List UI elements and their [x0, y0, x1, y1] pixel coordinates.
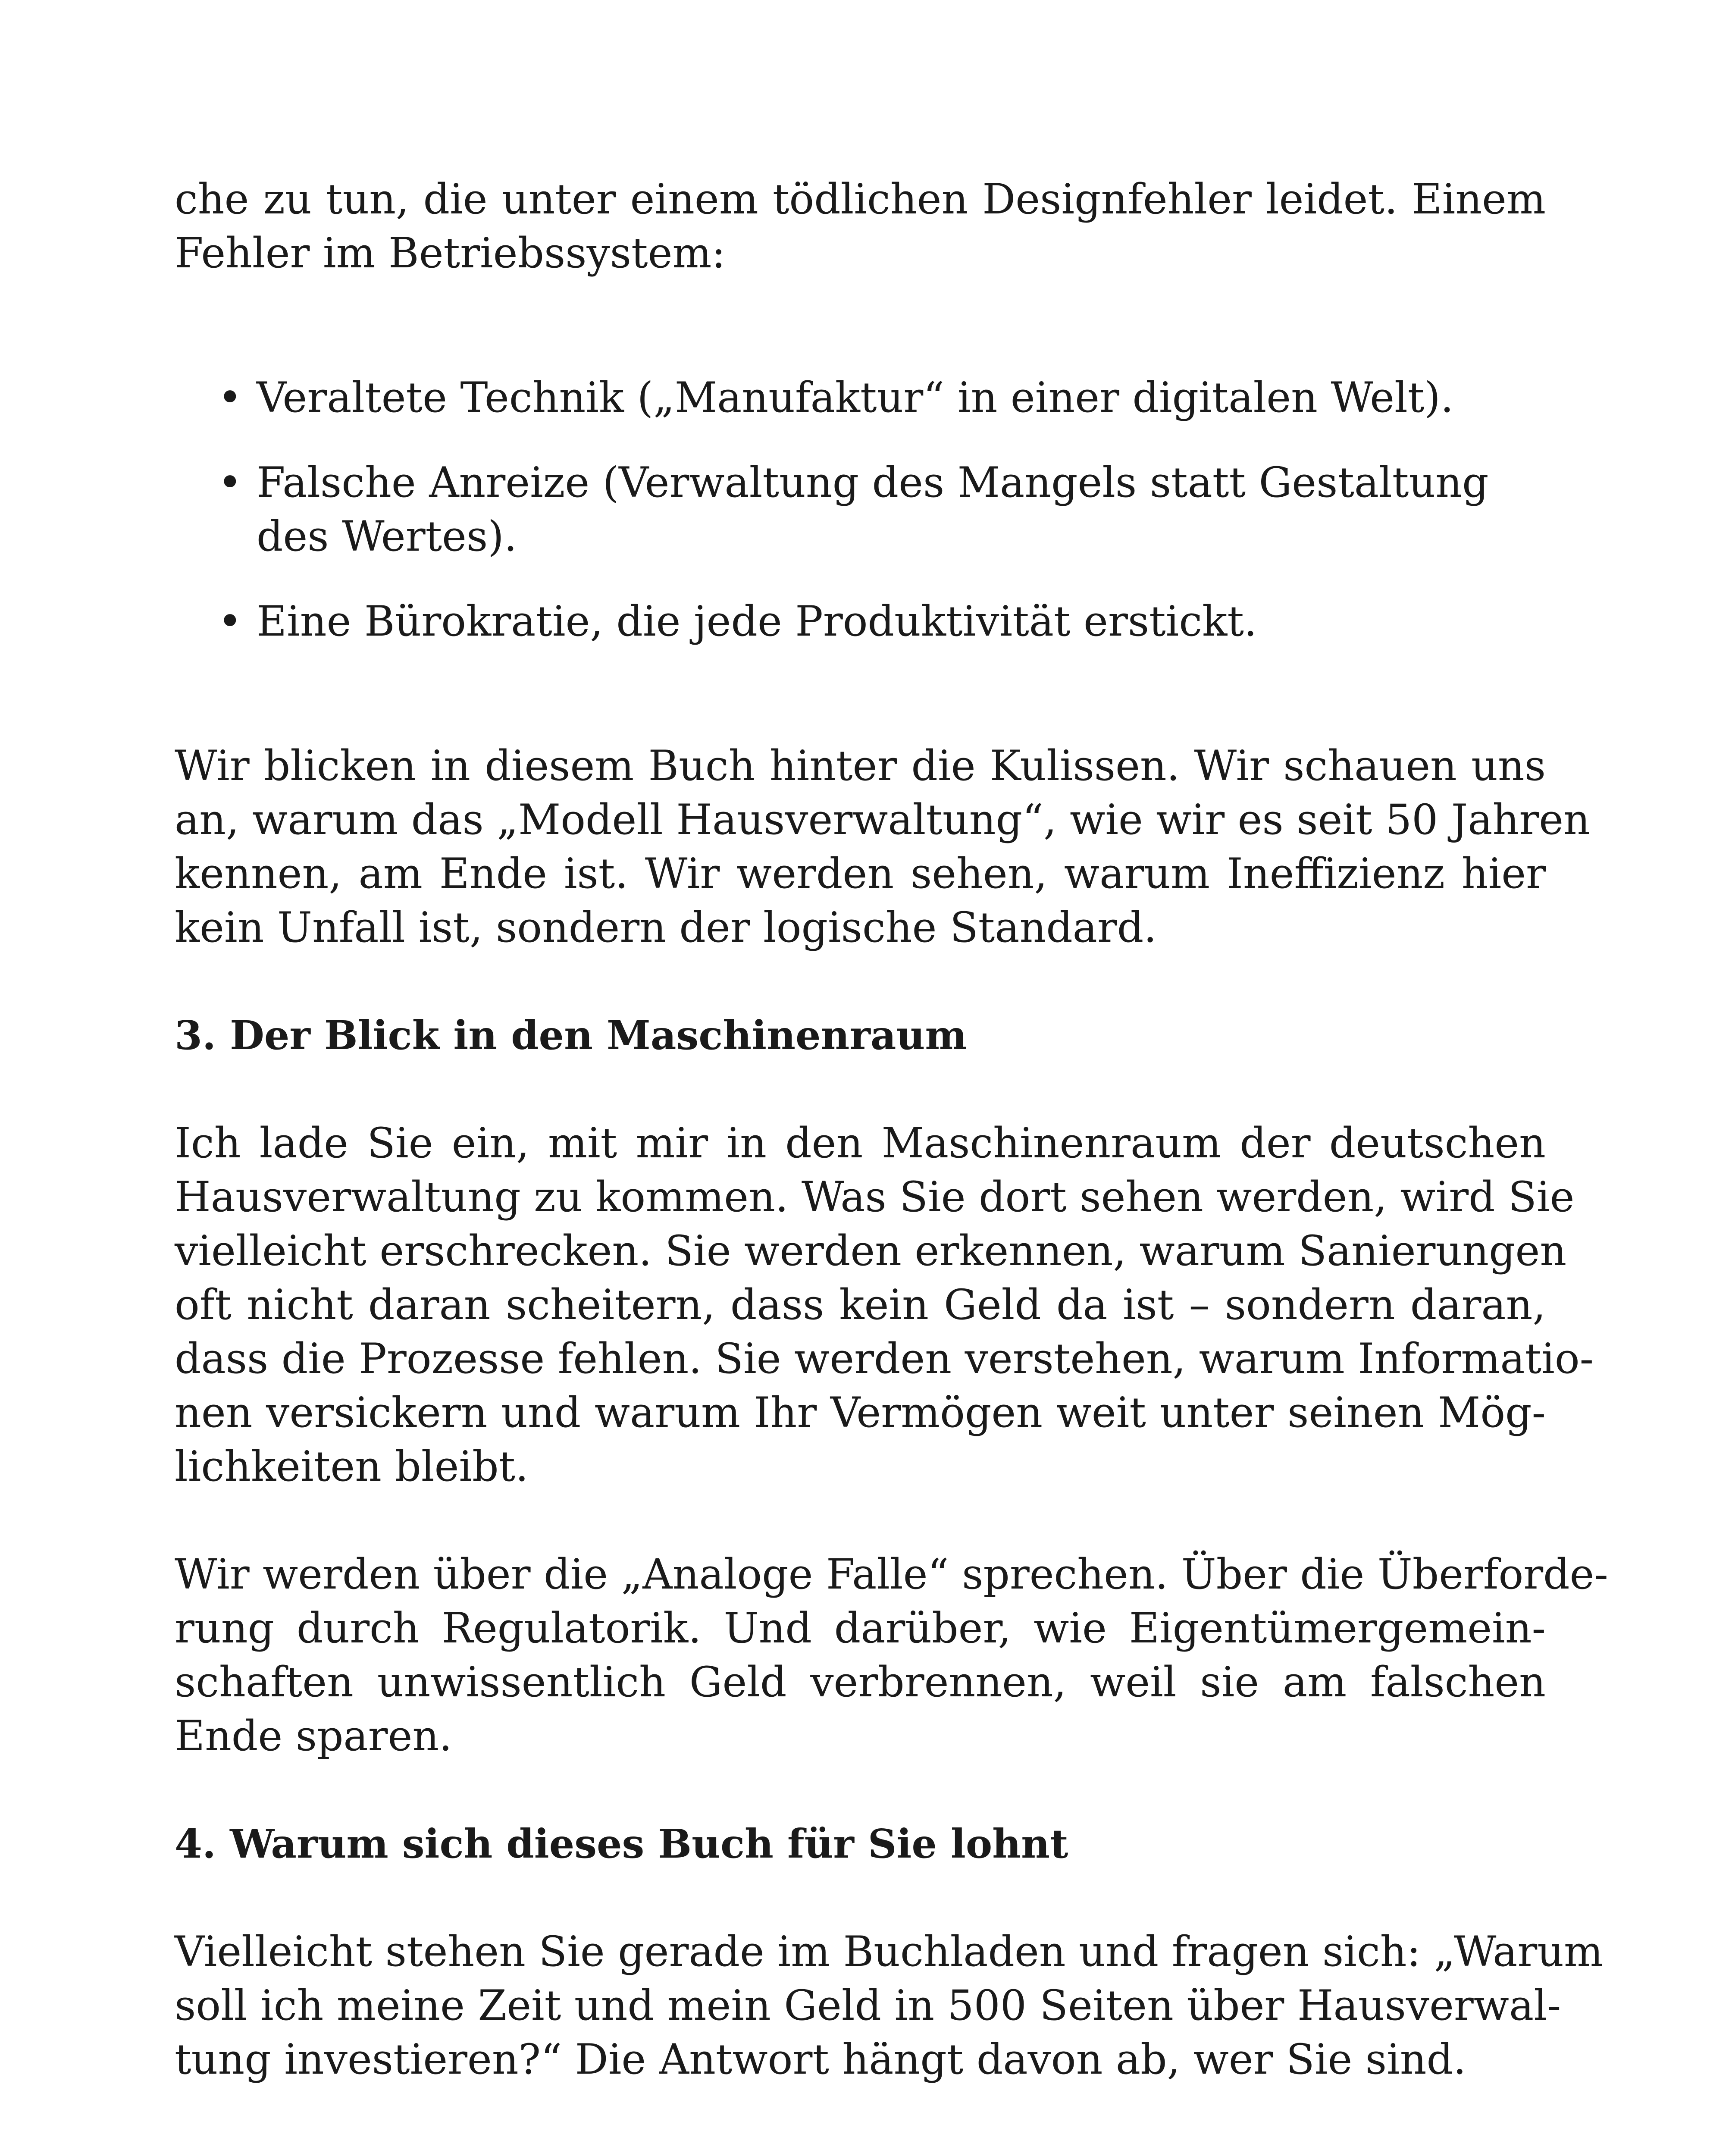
section3-paragraph-2	[175, 1548, 1608, 1763]
text-line: soll ich meine Zeit und mein Geld in 500 Seiten über Hausverwal-	[175, 1981, 1561, 2030]
book-paragraph	[175, 739, 1590, 955]
text-line: Wir blicken in diesem Buch hinter die Kulissen. Wir schauen uns	[175, 742, 1546, 790]
bullet-item	[175, 371, 1546, 425]
text-line: lichkeiten bleibt.	[175, 1442, 529, 1491]
text-line: oft nicht daran scheitern, dass kein Geld da ist – sondern daran,	[175, 1281, 1546, 1329]
text-line: Ende sparen.	[175, 1712, 452, 1760]
text-line: Fehler im Betriebssystem:	[175, 229, 726, 277]
bullet-item	[175, 595, 1546, 649]
bullet-icon: •	[218, 458, 242, 507]
intro-paragraph	[175, 172, 1546, 280]
section3-paragraph-1	[175, 1116, 1594, 1494]
text-line: che zu tun, die unter einem tödlichen Designfehler leidet. Einem	[175, 175, 1546, 223]
bullet-text: Falsche Anreize (Verwaltung des Mangels statt Gestaltung	[257, 458, 1489, 507]
text-line: Ich lade Sie ein, mit mir in den Maschinenraum der deutschen	[175, 1119, 1546, 1167]
bullet-icon: •	[218, 373, 242, 422]
text-line: kennen, am Ende ist. Wir werden sehen, warum Ineffizienz hier	[175, 849, 1546, 898]
text-line: tung investieren?“ Die Antwort hängt davon ab, wer Sie sind.	[175, 2035, 1466, 2084]
bullet-icon: •	[218, 597, 242, 646]
section4-paragraph-1	[175, 1925, 1604, 2087]
bullet-text: Veraltete Technik („Manufaktur“ in einer digitalen Welt).	[257, 373, 1454, 422]
text-line: dass die Prozesse fehlen. Sie werden verstehen, warum Informatio-	[175, 1335, 1594, 1383]
text-line: Vielleicht stehen Sie gerade im Buchladen und fragen sich: „Warum	[175, 1927, 1604, 1976]
bullet-item	[175, 456, 1546, 564]
text-line: kein Unfall ist, sondern der logische Standard.	[175, 903, 1157, 952]
text-line: rung durch Regulatorik. Und darüber, wie Eigentümergemein-	[175, 1604, 1546, 1652]
bullet-text: des Wertes).	[257, 512, 517, 561]
bullet-text: Eine Bürokratie, die jede Produktivität erstickt.	[257, 597, 1257, 646]
text-line: schaften unwissentlich Geld verbrennen, weil sie am falschen	[175, 1658, 1546, 1706]
text-line: vielleicht erschrecken. Sie werden erkennen, warum Sanierungen	[175, 1227, 1567, 1275]
text-line: an, warum das „Modell Hausverwaltung“, wie wir es seit 50 Jahren	[175, 796, 1590, 844]
text-line: nen versickern und warum Ihr Vermögen weit unter seinen Mög-	[175, 1388, 1546, 1437]
section-heading: 3. Der Blick in den Maschinenraum	[175, 1012, 967, 1059]
text-line: Hausverwaltung zu kommen. Was Sie dort sehen werden, wird Sie	[175, 1173, 1575, 1221]
page-body	[175, 172, 1608, 2087]
text-line: Wir werden über die „Analoge Falle“ sprechen. Über die Überforde-	[175, 1550, 1608, 1598]
section-heading: 4. Warum sich dieses Buch für Sie lohnt	[175, 1821, 1068, 1867]
bullet-list	[175, 371, 1546, 649]
